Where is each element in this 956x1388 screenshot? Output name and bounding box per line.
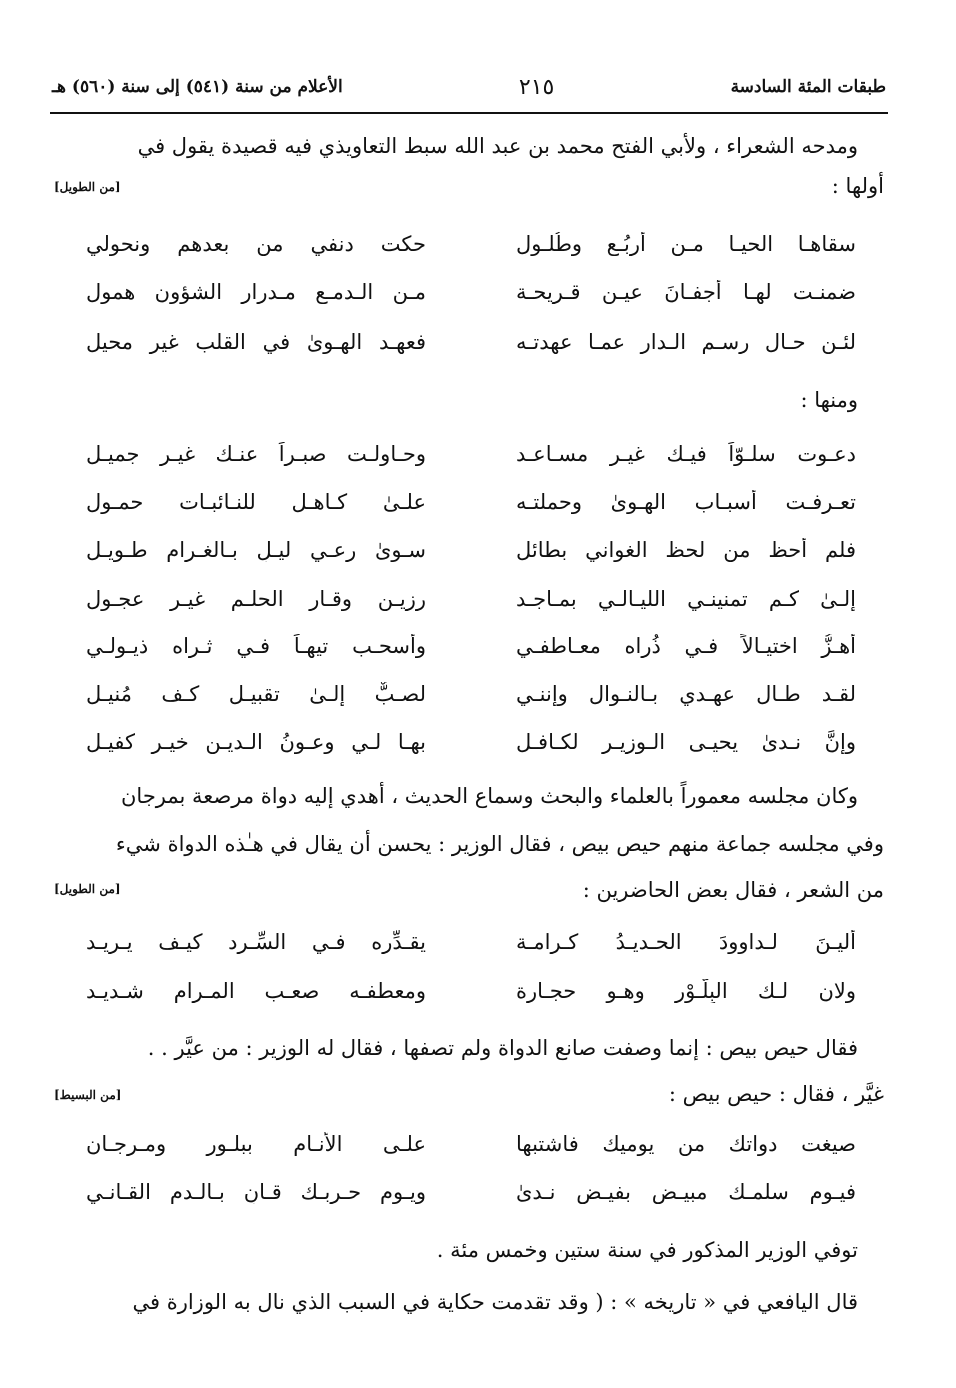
section-range: الأعلام من سنة (٥٤١) إلى سنة (٥٦٠) هـ (52, 77, 343, 97)
verse-line (86, 575, 856, 623)
verse-line (86, 967, 856, 1015)
verse-second-hemistich: يقـدِّره فـي السِّـرد كيـف يـريـد (86, 930, 426, 954)
verse-first-hemistich: ضمنـت لهـا أجفـانَ عيـن قـريحـة (516, 280, 856, 304)
verse-line (86, 268, 856, 316)
verse-first-hemistich: لقـد طـال عهـدي بـالنـوال وإننـي (516, 682, 856, 706)
verse-second-hemistich: مـن الـدمـع مـدرارِ الشؤون همول (86, 280, 426, 304)
verse-first-hemistich: أهـزُّ اختيـالاً فـي ذُراه معـاطفـي (516, 634, 856, 658)
running-header (52, 70, 886, 104)
verse-second-hemistich: علـىٰ كـاهـل للنـائبـات حمـول (86, 490, 426, 514)
verse-line (86, 478, 856, 526)
book-title: طبقات المئة السادسة (730, 77, 886, 97)
verse-first-hemistich: فيـوم سلمـك مبيـض بفيـض نـدىٰ (516, 1180, 856, 1204)
paragraph-line: أولها : (831, 174, 884, 198)
verse-second-hemistich: ويـوم حـربـك قـانٍ بـالـدم القـانـي (86, 1180, 426, 1204)
verse-line (86, 718, 856, 766)
verse-line (86, 670, 856, 718)
verse-second-hemistich: وحـاولـت صبـراً عنـك غيـر جميـل (86, 442, 426, 466)
verse-first-hemistich: إلـىٰ كـم تمنينـي الليـالـي بمـاجـد (516, 587, 856, 611)
verse-line (86, 918, 856, 966)
paragraph-line: ومنها : (800, 388, 858, 412)
paragraph-line: فقال حيص بيص : إنما وصفت صانع الدواة ولم تصفها ، فقال له الوزير : من عيَّر . . (147, 1036, 858, 1060)
verse-line (86, 1120, 856, 1168)
verse-second-hemistich: سـوىٰ رعـي ليـلٍ بـالغـرام طـويـل (86, 538, 426, 562)
header-rule (50, 112, 888, 114)
verse-line (86, 1168, 856, 1216)
verse-first-hemistich: ولان لـك البِلَّـوْر وهـو حجـارة (516, 979, 856, 1003)
paragraph-line: قال اليافعي في « تاريخه » : ( وقد تقدمت حكاية في السبب الذي نال به الوزارة في (132, 1290, 858, 1314)
verse-first-hemistich: أُليـنَ لـداوودَ الحـديـدُ كـرامـة (516, 930, 856, 954)
verse-line (86, 220, 856, 268)
paragraph-line: ومدحه الشعراء ، ولأبي الفتح محمد بن عبد الله سبط التعاويذي فيه قصيدة يقول في (137, 134, 858, 158)
paragraph-line: من الشعر ، فقال بعض الحاضرين : (582, 878, 884, 902)
verse-second-hemistich: وأسحـب تيهـاً فـي ثـراه ذيـولـي (86, 634, 426, 658)
verse-second-hemistich: فعهـد الهـوىٰ في القلب غير محيل (86, 330, 426, 354)
verse-first-hemistich: دعـوت سلـوّاً فيـك غيـر مسـاعـد (516, 442, 856, 466)
verse-first-hemistich: سقاهـا الحيـا مـن أربُـعِ وطُلـولِ (516, 232, 856, 256)
paragraph-line: وكان مجلسه معموراً بالعلماء والبحث وسماع الحديث ، أهدي إليه دواة مرصعة بمرجان (121, 784, 858, 808)
verse-first-hemistich: تعـرفـت أسبـاب الهـوىٰ وحملتـه (516, 490, 856, 514)
verse-second-hemistich: ومعطفـه صعـب المـرام شـديـد (86, 979, 426, 1003)
verse-second-hemistich: لصـبٌّ إلـىٰ تقبيـل كـف مُنيـل (86, 682, 426, 706)
verse-second-hemistich: رزيـن وقـار الحلـم غيـر عجـول (86, 587, 426, 611)
verse-line (86, 318, 856, 366)
verse-first-hemistich: فلم أحظ من لحظ الغواني بطائل (516, 538, 856, 562)
verse-second-hemistich: بهـا لـي وعـونُ الـديـن خيـر كفيـل (86, 730, 426, 754)
verse-second-hemistich: حكت دنفي من بعدهم ونحولي (86, 232, 426, 256)
verse-line (86, 622, 856, 670)
verse-line (86, 430, 856, 478)
meter-label: [من الطويل] (54, 882, 121, 896)
paragraph-line: توفي الوزير المذكور في سنة ستين وخمس مئة . (436, 1238, 858, 1262)
verse-first-hemistich: وإنَّ نـدىٰ يحيـى الـوزيـر لكـافـل (516, 730, 856, 754)
verse-second-hemistich: علـى الأنـام ببلـور ومـرجـان (86, 1132, 426, 1156)
meter-label: [من الطويل] (54, 180, 121, 194)
paragraph-line: غيَّر ، فقال : حيص بيص : (668, 1082, 884, 1106)
verse-first-hemistich: صيغت دواتك من يوميك فاشتبها (516, 1132, 856, 1156)
paragraph-line: وفي مجلسه جماعة منهم حيص بيص ، فقال الوزير : يحسن أن يقال في هـٰذه الدواة شيء (115, 832, 884, 856)
meter-label: [من البسيط] (54, 1088, 122, 1102)
verse-line (86, 526, 856, 574)
page-number: ٢١٥ (518, 74, 555, 100)
verse-first-hemistich: لئـن حـال رسـم الـدار عمـا عهدتـه (516, 330, 856, 354)
